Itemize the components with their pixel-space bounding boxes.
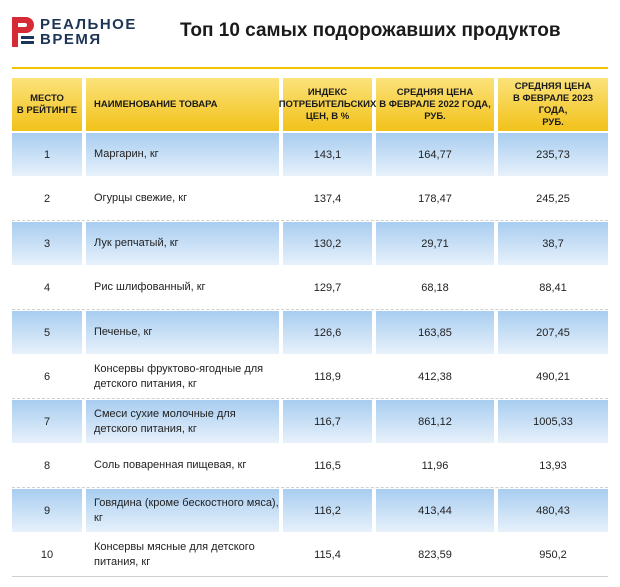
table-row <box>12 355 608 399</box>
rank-cell <box>12 489 82 532</box>
rank-cell-text: 6 <box>43 370 51 383</box>
rank-cell-text: 2 <box>43 192 51 205</box>
product-name-cell-text: Лук репчатый, кг <box>94 237 179 249</box>
price-2022-cell-text: 68,18 <box>421 281 449 294</box>
cpi-cell <box>283 177 372 220</box>
cpi-cell-text: 130,2 <box>313 237 342 250</box>
table-row <box>12 400 608 443</box>
cpi-cell-text: 126,6 <box>313 326 342 339</box>
rank-cell-text: 9 <box>43 504 51 517</box>
brand-line-1: РЕАЛЬНОЕ <box>40 16 137 33</box>
cpi-cell <box>283 311 372 354</box>
price-2023-cell-text: 490,21 <box>536 370 570 383</box>
price-2022-cell <box>376 222 494 265</box>
price-2023-cell-text: 1005,33 <box>533 415 573 428</box>
rank-cell <box>12 311 82 354</box>
rank-cell-text: 4 <box>43 281 51 294</box>
price-2022-cell-text: 413,44 <box>418 504 452 517</box>
price-2023-cell <box>498 400 608 443</box>
rank-cell <box>12 355 82 398</box>
cpi-cell <box>283 489 372 532</box>
table-row <box>12 533 608 577</box>
cpi-cell-text: 116,5 <box>314 459 341 472</box>
cpi-cell-text: 115,4 <box>314 548 341 561</box>
price-2023-cell-text: 13,93 <box>539 459 567 472</box>
title-divider <box>12 67 608 69</box>
header-cpi: ИНДЕКС ПОТРЕБИТЕЛЬСКИХ ЦЕН, В % <box>283 78 372 131</box>
table-row <box>12 177 608 221</box>
price-2023-cell-text: 207,45 <box>536 326 570 339</box>
product-name-cell <box>86 222 279 265</box>
cpi-cell <box>283 266 372 309</box>
price-2022-cell <box>376 177 494 220</box>
product-name-cell <box>86 533 279 576</box>
rank-cell <box>12 222 82 265</box>
header-name: НАИМЕНОВАНИЕ ТОВАРА <box>86 78 279 131</box>
product-name-cell <box>86 444 279 487</box>
table-body <box>12 133 608 577</box>
rank-cell-text: 5 <box>43 326 51 339</box>
cpi-cell-text: 118,9 <box>314 370 341 383</box>
price-2023-cell <box>498 133 608 176</box>
price-2022-cell <box>376 400 494 443</box>
price-2023-cell-text: 245,25 <box>536 192 570 205</box>
cpi-cell <box>283 533 372 576</box>
price-2023-cell <box>498 444 608 487</box>
header-price-2023: СРЕДНЯЯ ЦЕНА В ФЕВРАЛЕ 2023 ГОДА, РУБ. <box>498 78 608 131</box>
product-name-cell-text: Консервы фруктово-ягодные для детского питания, кг <box>94 362 264 390</box>
cpi-cell-text: 143,1 <box>313 148 342 161</box>
price-2023-cell <box>498 311 608 354</box>
ranking-table <box>12 78 608 578</box>
price-2022-cell-text: 164,77 <box>418 148 452 161</box>
header-rank: МЕСТО В РЕЙТИНГЕ <box>12 78 82 131</box>
product-name-cell <box>86 133 279 176</box>
rank-cell-text: 1 <box>43 148 51 161</box>
table-header-row <box>12 78 608 131</box>
rank-cell-text: 7 <box>43 415 51 428</box>
cpi-cell-text: 129,7 <box>313 281 342 294</box>
cpi-cell <box>283 400 372 443</box>
cpi-cell-text: 137,4 <box>313 192 342 205</box>
price-2022-cell <box>376 311 494 354</box>
rank-cell-text: 10 <box>40 548 54 561</box>
product-name-cell-text: Печенье, кг <box>94 326 153 338</box>
cpi-cell <box>283 355 372 398</box>
rank-cell-text: 8 <box>43 459 51 472</box>
table-row <box>12 311 608 354</box>
price-2023-cell-text: 950,2 <box>539 548 567 561</box>
product-name-cell-text: Смеси сухие молочные для детского питания, кг <box>94 407 236 435</box>
header-price-2022: СРЕДНЯЯ ЦЕНА В ФЕВРАЛЕ 2022 ГОДА, РУБ. <box>376 78 494 131</box>
price-2022-cell-text: 29,71 <box>421 237 449 250</box>
page-title: Топ 10 самых подорожавших продуктов <box>180 20 561 41</box>
price-2023-cell <box>498 489 608 532</box>
price-2022-cell-text: 823,59 <box>418 548 452 561</box>
rank-cell <box>12 400 82 443</box>
price-2023-cell <box>498 533 608 576</box>
bottom-divider <box>12 576 608 577</box>
price-2022-cell <box>376 489 494 532</box>
product-name-cell-text: Говядина (кроме бескостного мяса), кг <box>94 496 279 524</box>
price-2022-cell-text: 178,47 <box>418 192 452 205</box>
rank-cell <box>12 444 82 487</box>
product-name-cell-text: Маргарин, кг <box>94 148 159 160</box>
product-name-cell-text: Рис шлифованный, кг <box>94 281 206 293</box>
rank-cell <box>12 177 82 220</box>
rank-cell-text: 3 <box>43 237 51 250</box>
price-2023-cell <box>498 177 608 220</box>
price-2023-cell <box>498 222 608 265</box>
price-2022-cell <box>376 266 494 309</box>
price-2022-cell-text: 11,96 <box>421 459 449 472</box>
table-row <box>12 489 608 532</box>
realnoe-vremya-logo-icon <box>12 17 34 47</box>
product-name-cell-text: Огурцы свежие, кг <box>94 192 188 204</box>
product-name-cell <box>86 266 279 309</box>
rank-cell <box>12 533 82 576</box>
table-row <box>12 222 608 265</box>
table-row <box>12 266 608 310</box>
cpi-cell-text: 116,2 <box>314 504 341 517</box>
rank-cell <box>12 133 82 176</box>
price-2023-cell-text: 38,7 <box>542 237 564 250</box>
table-row <box>12 133 608 176</box>
cpi-cell <box>283 222 372 265</box>
brand-line-2: ВРЕМЯ <box>40 31 102 48</box>
product-name-cell-text: Соль поваренная пищевая, кг <box>94 459 247 471</box>
brand-wordmark <box>40 17 137 47</box>
product-name-cell <box>86 489 279 532</box>
cpi-cell <box>283 444 372 487</box>
price-2022-cell-text: 861,12 <box>418 415 452 428</box>
table-row <box>12 444 608 488</box>
product-name-cell <box>86 400 279 443</box>
product-name-cell <box>86 177 279 220</box>
price-2022-cell <box>376 444 494 487</box>
price-2023-cell <box>498 355 608 398</box>
product-name-cell-text: Консервы мясные для детского питания, кг <box>94 540 255 568</box>
price-2023-cell-text: 235,73 <box>536 148 570 161</box>
price-2023-cell <box>498 266 608 309</box>
price-2022-cell <box>376 355 494 398</box>
product-name-cell <box>86 311 279 354</box>
price-2022-cell <box>376 533 494 576</box>
price-2022-cell <box>376 133 494 176</box>
price-2023-cell-text: 88,41 <box>539 281 567 294</box>
product-name-cell <box>86 355 279 398</box>
price-2022-cell-text: 163,85 <box>418 326 452 339</box>
cpi-cell <box>283 133 372 176</box>
rank-cell <box>12 266 82 309</box>
brand-logo <box>12 17 137 47</box>
price-2023-cell-text: 480,43 <box>536 504 570 517</box>
cpi-cell-text: 116,7 <box>314 415 341 428</box>
price-2022-cell-text: 412,38 <box>418 370 452 383</box>
